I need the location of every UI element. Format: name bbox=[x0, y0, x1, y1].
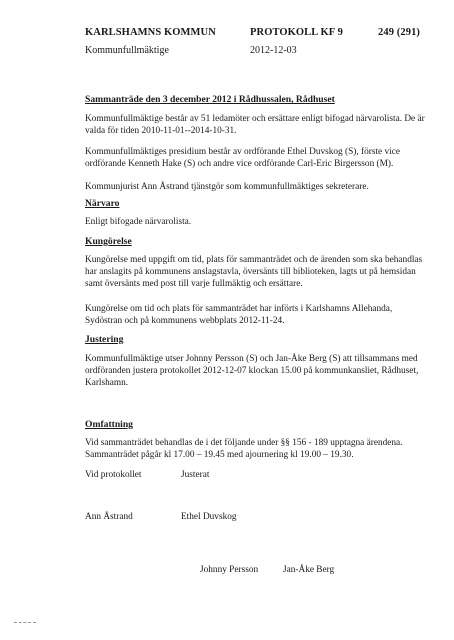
footer-divider bbox=[14, 622, 36, 623]
protocol-date: 2012-12-03 bbox=[250, 45, 297, 56]
intro-paragraph-3: Kommunjurist Ann Åstrand tjänstgör som kommunfullmäktiges sekreterare. bbox=[85, 182, 369, 192]
section-heading-kungorelse: Kungörelse bbox=[85, 236, 132, 247]
section-heading-narvaro: Närvaro bbox=[85, 198, 120, 209]
kungorelse-paragraph-2: Kungörelse om tid och plats för sammanträdet har införts i Karlshamns Allehanda, Sydöstran och på kommunens webbplats 2012-11-24. bbox=[85, 304, 393, 326]
signer-name-adjuster-2: Jan-Åke Berg bbox=[283, 565, 335, 575]
meeting-title: Sammanträde den 3 december 2012 i Rådhussalen, Rådhuset bbox=[85, 94, 335, 105]
section-heading-justering: Justering bbox=[85, 334, 124, 345]
vid-protokollet-label: Vid protokollet bbox=[85, 470, 142, 480]
intro-paragraph-1: Kommunfullmäktige består av 51 ledamöter och ersättare enligt bifogad närvarolista. De är valda för tiden 2010-11-01--2014-10-31. bbox=[85, 114, 425, 136]
protocol-id: PROTOKOLL KF 9 bbox=[250, 27, 343, 38]
justering-text: Kommunfullmäktige utser Johnny Persson (S) och Jan-Åke Berg (S) att tillsammans med ordföranden justera protokollet 2012-12-07 klockan 15.00 på kommunkansliet, Rådhuset, Karlshamn. bbox=[85, 354, 419, 388]
kungorelse-paragraph-1: Kungörelse med uppgift om tid, plats för sammanträdet och de ärenden som ska behandlas har anslagits på kommunens anslagstavla, översänts till biblioteken, lagts ut på hemsidan samt översänts med post till varje fullmäktig och ersättare. bbox=[85, 255, 423, 289]
justerat-label: Justerat bbox=[181, 470, 210, 480]
omfattning-text: Vid sammanträdet behandlas de i det följande under §§ 156 - 189 upptagna ärendena. Sammanträdet pågår kl 17.00 – 19.45 med ajournering kl 19.00 – 19.30. bbox=[85, 438, 403, 460]
section-heading-omfattning: Omfattning bbox=[85, 419, 133, 430]
signer-name-adjuster-1: Johnny Persson bbox=[200, 565, 259, 575]
signer-name-chair: Ethel Duvskog bbox=[181, 512, 237, 522]
signer-name-secretary: Ann Åstrand bbox=[85, 512, 133, 522]
intro-paragraph-2: Kommunfullmäktiges presidium består av ordförande Ethel Duvskog (S), förste vice ordförande Kenneth Hake (S) och andre vice ordförande Carl-Eric Birgersson (M). bbox=[85, 147, 400, 169]
page-number: 249 (291) bbox=[378, 27, 421, 38]
org-name: KARLSHAMNS KOMMUN bbox=[85, 27, 216, 38]
body-name: Kommunfullmäktige bbox=[85, 45, 169, 56]
narvaro-text: Enligt bifogade närvarolista. bbox=[85, 217, 192, 227]
